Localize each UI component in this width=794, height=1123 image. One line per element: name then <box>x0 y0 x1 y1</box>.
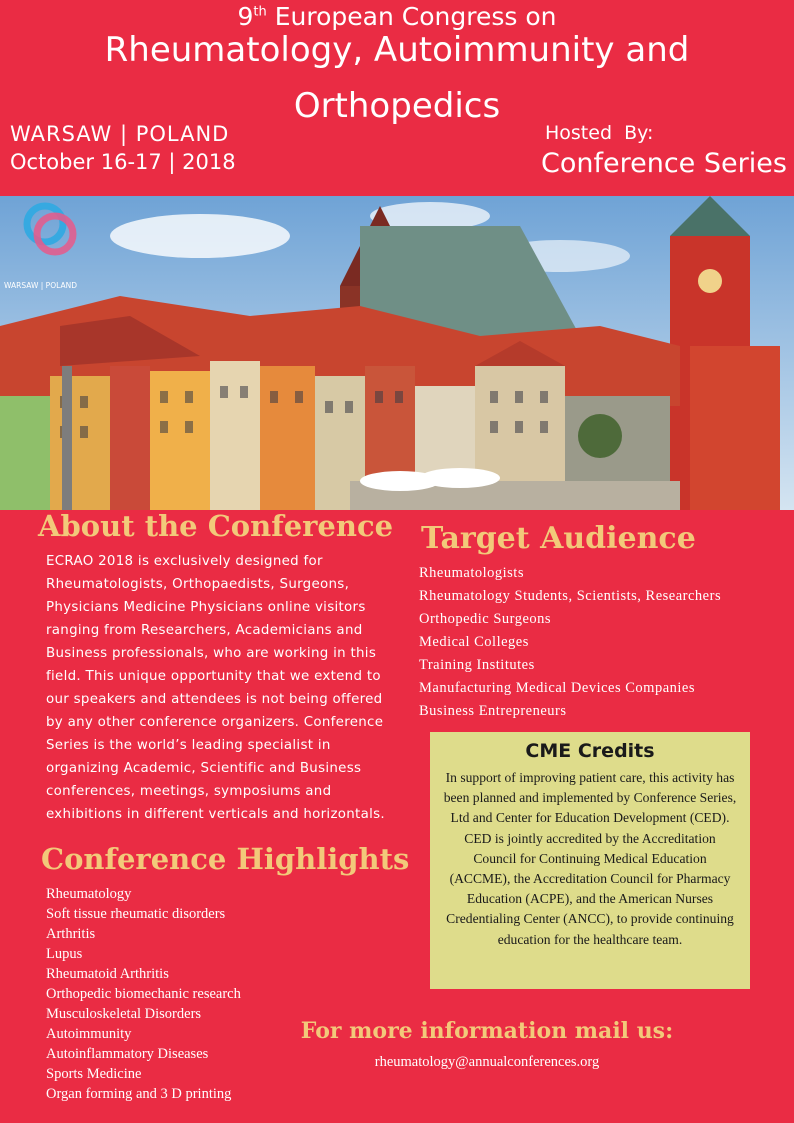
edition-suffix: th <box>253 4 267 20</box>
title-line-1: Rheumatology, Autoimmunity and <box>104 30 690 70</box>
congress-edition-line <box>0 2 794 31</box>
list-item: Arthritis <box>46 926 96 942</box>
list-item: Orthopedic Surgeons <box>419 611 552 627</box>
about-body: ECRAO 2018 is exclusively designed for Rheumatologists, Orthopaedists, Surgeons, Physicians Medicine Physicians online visitors ranging from Researchers, Academicians and Business professionals, who are working in this field. This unique opportunity that we extend to our speakers and attendees is not being offered by any other conference organizers. Conference Series is the world’s leading specialist in organizing Academic, Scientific and Business conferences, meetings, symposiums and exhibitions in different verticals and horizontals. <box>46 554 385 822</box>
contact-heading: For more information mail us: <box>300 1018 674 1044</box>
about-heading: About the Conference <box>38 509 394 543</box>
contact-email-link[interactable]: rheumatology@annualconferences.org <box>374 1054 600 1070</box>
cme-credits-box <box>430 732 750 989</box>
list-item: Training Institutes <box>419 657 535 673</box>
list-item: Business Entrepreneurs <box>419 703 567 719</box>
list-item: Rheumatology Students, Scientists, Researchers <box>419 588 722 604</box>
list-item: Organ forming and 3 D printing <box>46 1086 232 1102</box>
highlights-list <box>46 884 241 1104</box>
list-item: Lupus <box>46 946 83 962</box>
highlights-heading: Conference Highlights <box>41 842 410 876</box>
edition-number: 9 <box>237 2 254 31</box>
list-item: Medical Colleges <box>419 634 529 650</box>
event-dates: October 16-17 | 2018 <box>10 150 236 174</box>
list-item: Musculoskeletal Disorders <box>46 1006 202 1022</box>
cme-title: CME Credits <box>525 740 655 762</box>
list-item: Rheumatologists <box>419 565 524 581</box>
warsaw-old-town-photo <box>0 196 794 510</box>
target-audience-list <box>419 562 721 723</box>
hosted-by-label: Hosted By: <box>545 122 654 144</box>
congress-label: European Congress on <box>274 2 557 31</box>
title-line-2: Orthopedics <box>293 86 501 126</box>
event-location: WARSAW | POLAND <box>10 122 230 146</box>
cme-text: In support of improving patient care, this activity has been planned and implemented by Conference Series, Ltd and Center for Education Development (CED). CED is jointly accredited by the Accreditation Council for Continuing Medical Education (ACCME), the Accreditation Council for Pharmacy Education (ACPE), and the American Nurses Credentialing Center (ANCC), to provide continuing education for the healthcare team. <box>443 770 737 947</box>
list-item: Sports Medicine <box>46 1066 142 1082</box>
host-name: Conference Series <box>541 148 787 179</box>
list-item: Orthopedic biomechanic research <box>46 986 241 1002</box>
list-item: Soft tissue rheumatic disorders <box>46 906 226 922</box>
logo-caption: WARSAW | POLAND <box>4 281 77 290</box>
target-audience-heading: Target Audience <box>421 521 696 556</box>
list-item: Autoinflammatory Diseases <box>46 1046 209 1062</box>
list-item: Rheumatoid Arthritis <box>46 966 169 982</box>
list-item: Manufacturing Medical Devices Companies <box>419 680 695 696</box>
list-item: Autoimmunity <box>46 1026 132 1042</box>
list-item: Rheumatology <box>46 886 132 902</box>
